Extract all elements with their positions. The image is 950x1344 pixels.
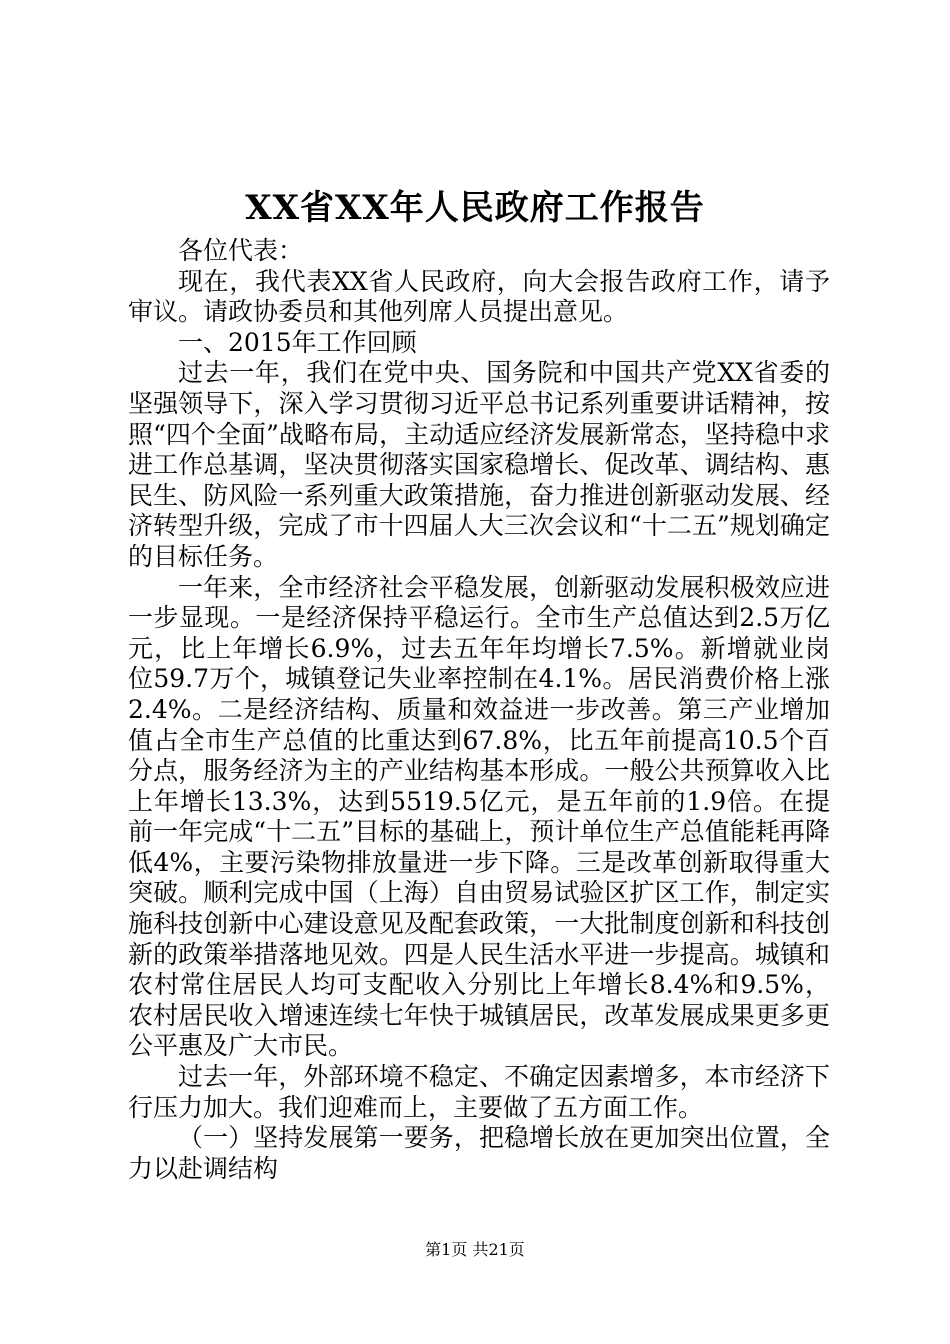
paragraph-review: 过去一年，我们在党中央、国务院和中国共产党XX省委的坚强领导下，深入学习贯彻习近平总书记系列重要讲话精神，按照“四个全面”战略布局，主动适应经济发展新常态，坚持稳中求进工作总基调，坚决贯彻落实国家稳增长、促改革、调结构、惠民生、防风险一系列重大政策措施，奋力推进创新驱动发展、经济转型升级，完成了市十四届人大三次会议和“十二五”规划确定的目标任务。	[128, 358, 830, 571]
paragraph-opening: 现在，我代表XX省人民政府，向大会报告政府工作，请予审议。请政协委员和其他列席人员提出意见。	[128, 266, 830, 327]
section-heading: 一、2015年工作回顾	[178, 327, 417, 357]
document-title: XX省XX年人民政府工作报告	[245, 188, 705, 228]
document-body	[128, 236, 830, 1184]
subsection-heading: （一）坚持发展第一要务，把稳增长放在更加突出位置，全力以赴调结构	[128, 1123, 830, 1183]
paragraph-salutation: 各位代表：	[178, 236, 304, 265]
paragraph-achievements: 一年来，全市经济社会平稳发展，创新驱动发展积极效应进一步显现。一是经济保持平稳运行。全市生产总值达到2.5万亿元，比上年增长6.9%，过去五年年均增长7.5%。新增就业岗位59.7万个，城镇登记失业率控制在4.1%。居民消费价格上涨2.4%。二是经济结构、质量和效益进一步改善。第三产业增加值占全市生产总值的比重达到67.8%，比五年前提高10.5个百分点，服务经济为主的产业结构基本形成。一般公共预算收入比上年增长13.3%，达到5519.5亿元，是五年前的1.9倍。在提前一年完成“十二五”目标的基础上，预计单位生产总值能耗再降低4%，主要污染物排放量进一步下降。三是改革创新取得重大突破。顺利完成中国（上海）自由贸易试验区扩区工作，制定实施科技创新中心建设意见及配套政策，一大批制度创新和科技创新的政策举措落地见效。四是人民生活水平进一步提高。城镇和农村常住居民人均可支配收入分别比上年增长8.4%和9.5%，农村居民收入增速连续七年快于城镇居民，改革发展成果更多更公平惠及广大市民。	[128, 572, 830, 1061]
page-indicator: 第1页 共21页	[425, 1240, 525, 1259]
paragraph-challenges: 过去一年，外部环境不稳定、不确定因素增多，本市经济下行压力加大。我们迎难而上，主要做了五方面工作。	[128, 1062, 830, 1122]
